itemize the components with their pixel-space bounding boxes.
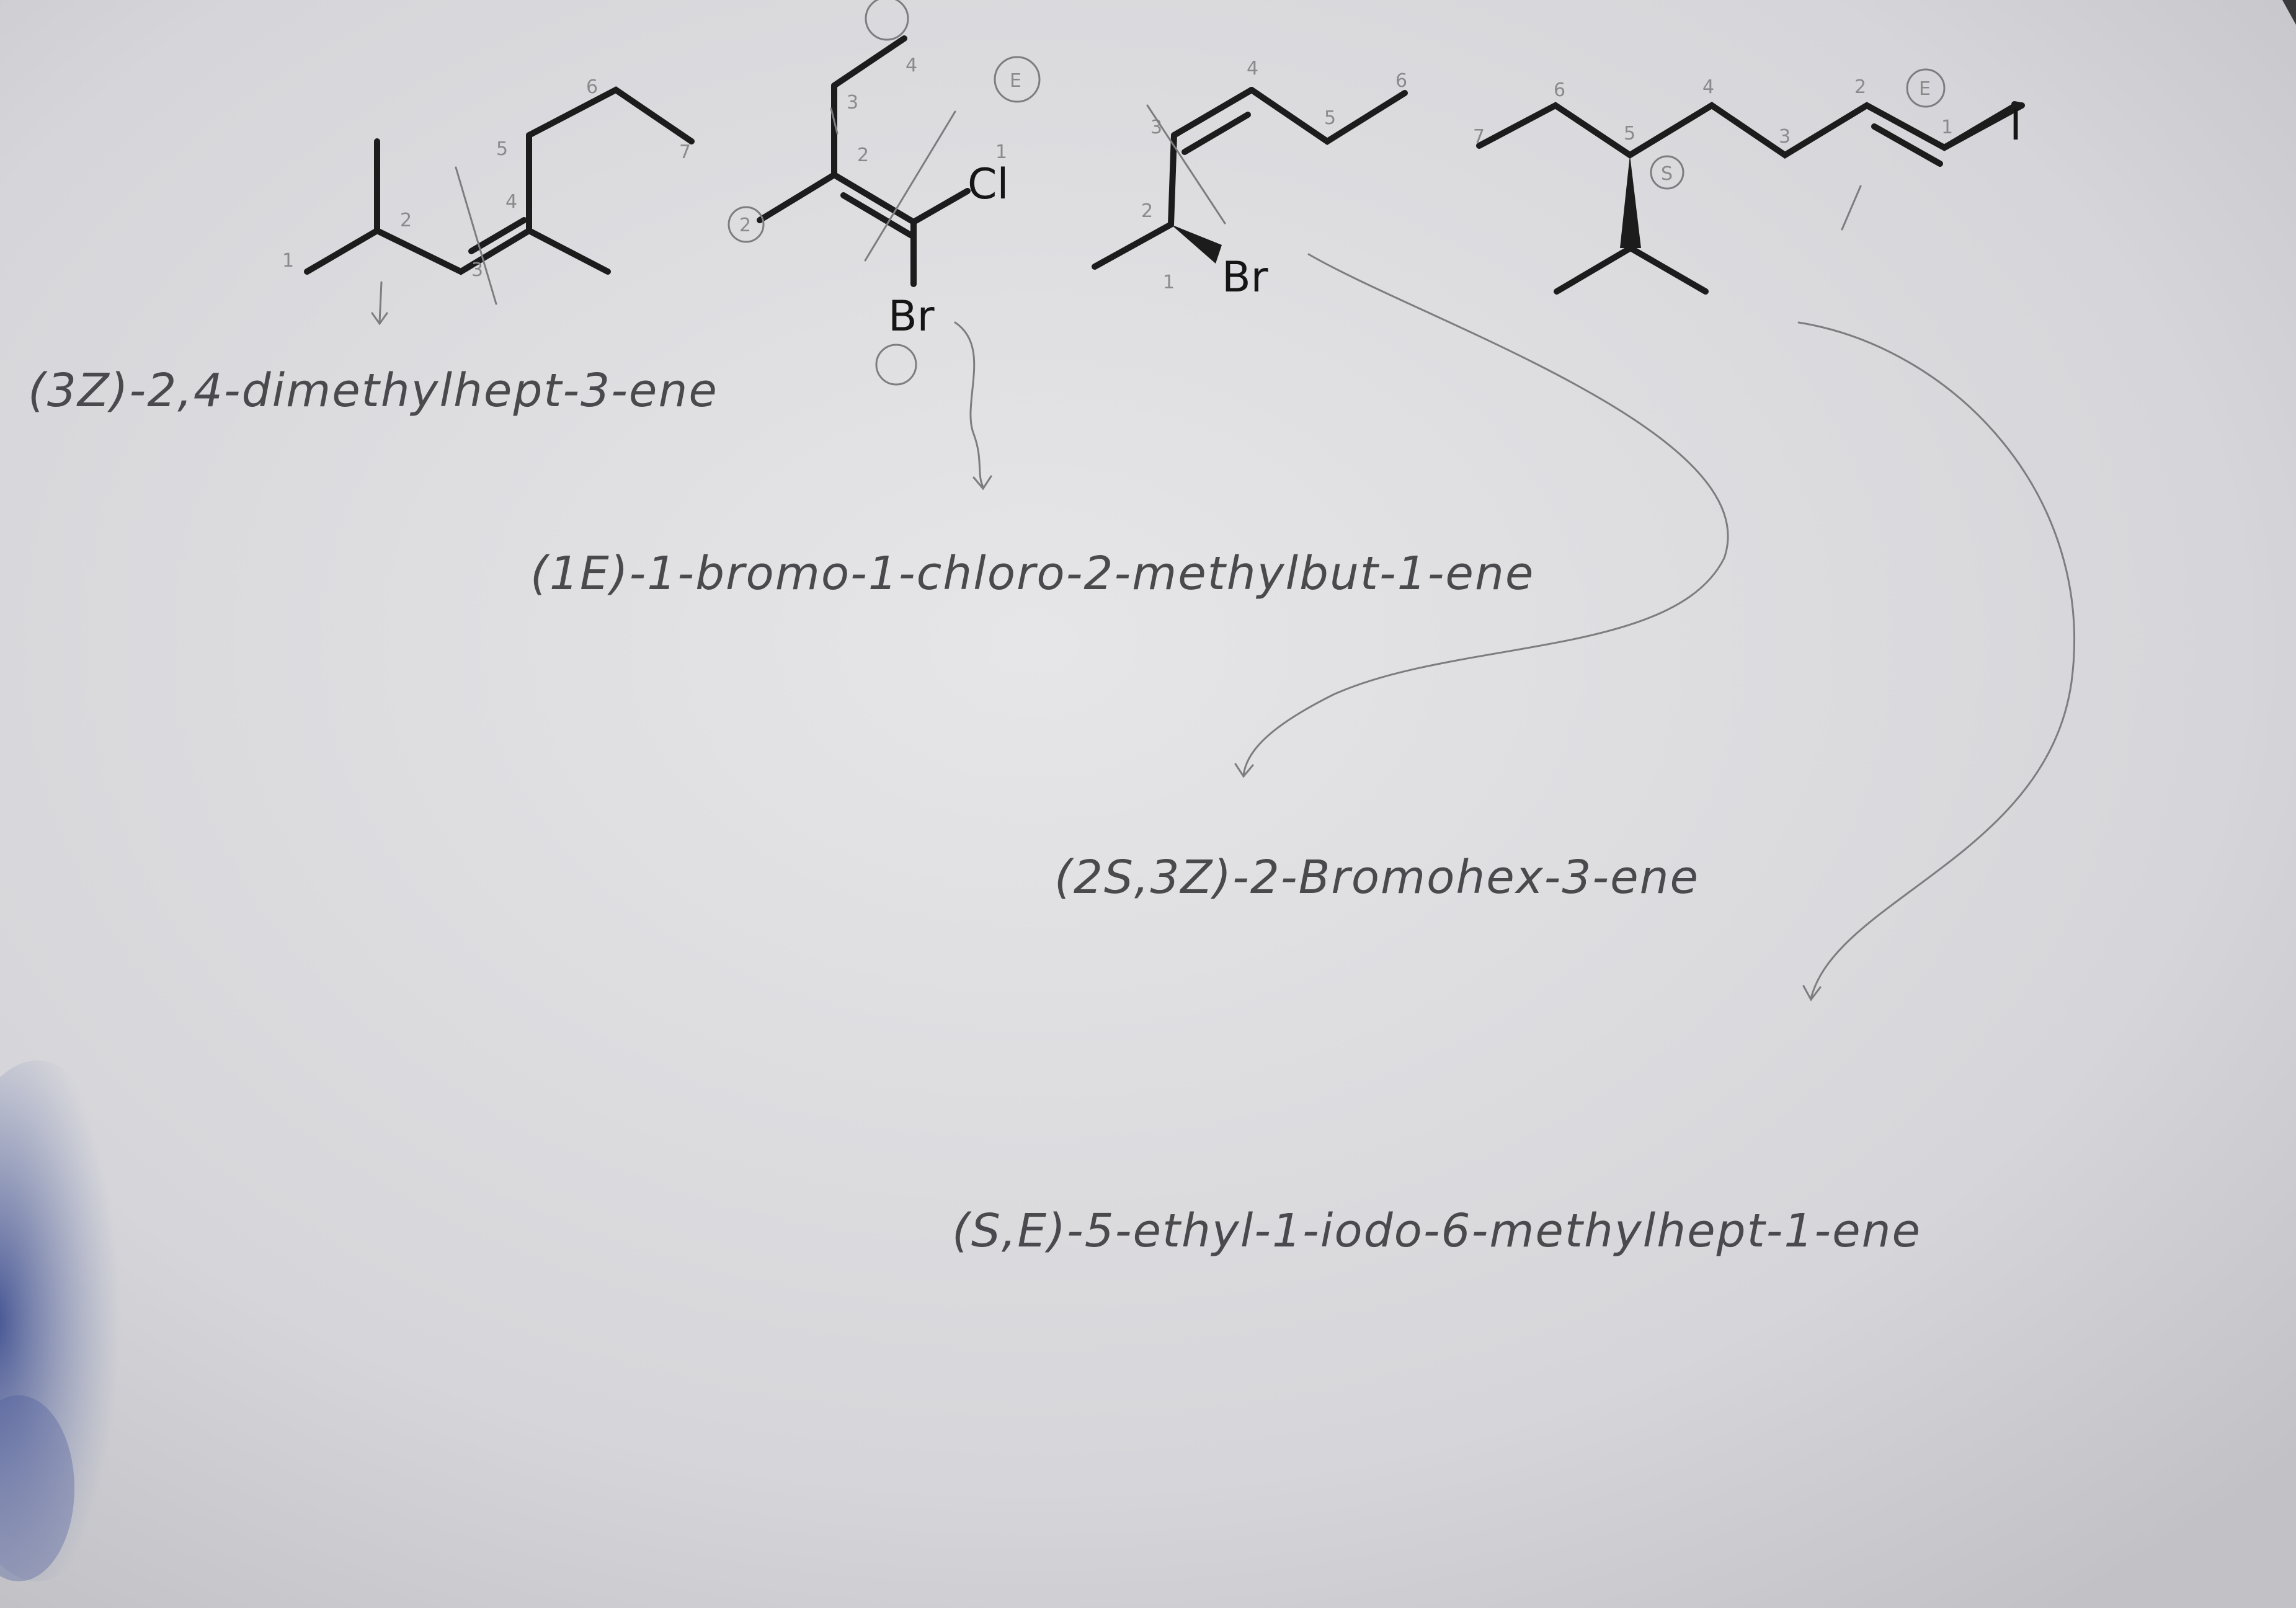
svg-text:3: 3 [1150, 117, 1163, 138]
svg-text:7: 7 [1473, 126, 1485, 148]
svg-text:4: 4 [505, 191, 518, 213]
svg-text:2: 2 [400, 210, 412, 231]
svg-text:2: 2 [1854, 76, 1867, 98]
molecule-1-name: (3Z)-2,4-dimethylhept-3-ene [28, 364, 718, 417]
svg-text:5: 5 [1324, 107, 1337, 129]
svg-text:2: 2 [739, 215, 752, 236]
svg-text:E: E [1919, 78, 1931, 100]
svg-text:2: 2 [1141, 200, 1154, 222]
svg-text:1: 1 [1163, 272, 1175, 293]
svg-text:7: 7 [679, 141, 692, 163]
svg-text:3: 3 [847, 92, 859, 113]
molecule-3-name: (2S,3Z)-2-Bromohex-3-ene [1054, 851, 1700, 904]
svg-text:4: 4 [1247, 58, 1259, 79]
svg-text:3: 3 [471, 259, 484, 281]
svg-text:S: S [1661, 163, 1673, 185]
molecule-4-name: (S,E)-5-ethyl-1-iodo-6-methylhept-1-ene [952, 1204, 1922, 1258]
svg-text:E: E [1010, 70, 1021, 92]
m4-iodine-atom: I [2009, 101, 2022, 150]
svg-text:3: 3 [1779, 126, 1791, 148]
svg-text:2: 2 [857, 144, 870, 166]
svg-text:1: 1 [282, 250, 295, 272]
m2-chlorine-atom: Cl [968, 160, 1009, 209]
svg-text:1: 1 [1941, 117, 1954, 138]
svg-text:6: 6 [1395, 70, 1408, 92]
molecule-2-name: (1E)-1-bromo-1-chloro-2-methylbut-1-ene [530, 547, 1535, 600]
m2-bromine-atom: Br [888, 292, 935, 341]
svg-text:1: 1 [995, 141, 1008, 163]
svg-text:4: 4 [905, 55, 918, 76]
m3-bromine-atom: Br [1222, 253, 1268, 302]
svg-text:6: 6 [1554, 79, 1566, 101]
svg-text:4: 4 [1702, 76, 1715, 98]
svg-text:5: 5 [1624, 123, 1636, 144]
svg-text:6: 6 [586, 76, 598, 98]
svg-text:5: 5 [496, 138, 509, 160]
